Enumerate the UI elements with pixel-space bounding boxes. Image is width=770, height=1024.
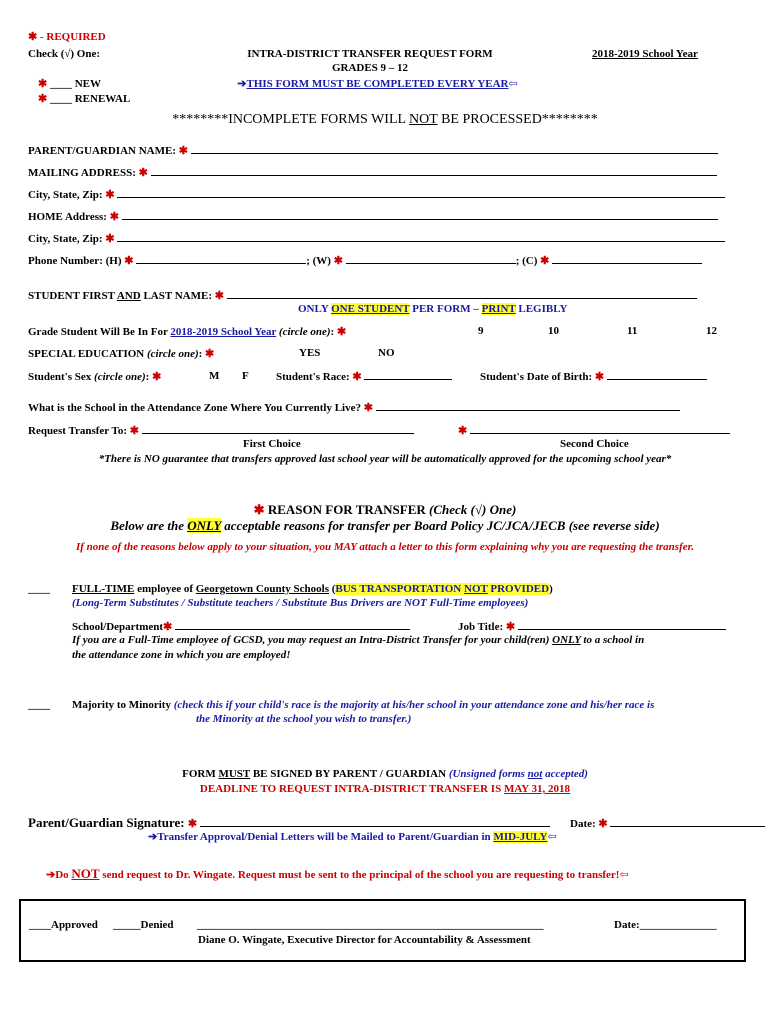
asterisk-icon: ✱ [129, 425, 139, 437]
special-ed-yes[interactable]: YES [299, 347, 321, 359]
asterisk-icon: ✱ [363, 402, 373, 414]
reason-heading: ✱ REASON FOR TRANSFER (Check (√) One) [253, 502, 517, 517]
employee-transfer-note-line2: the attendance zone in which you are employed! [72, 649, 291, 661]
one-student-notice: ONLY ONE STUDENT PER FORM – PRINT LEGIBLY [298, 303, 568, 315]
longterm-sub-note: (Long-Term Substitutes / Substitute teachers / Substitute Bus Drivers are NOT Full-Time employees) [72, 597, 529, 609]
phone-home-line[interactable] [136, 254, 306, 264]
must-be-signed-notice: FORM MUST BE SIGNED BY PARENT / GUARDIAN (Unsigned forms not accepted) [182, 768, 588, 780]
bus-transportation-badge: BUS TRANSPORTATION NOT PROVIDED [335, 583, 550, 595]
guardian-date-field[interactable]: Date: ✱ [570, 817, 765, 830]
deadline-notice: DEADLINE TO REQUEST INTRA-DISTRICT TRANSFER IS MAY 31, 2018 [199, 783, 571, 795]
asterisk-icon: ✱ [178, 145, 188, 157]
asterisk-icon: ✱ [594, 371, 605, 383]
incomplete-notice: ********INCOMPLETE FORMS WILL NOT BE PROCESSED******** [172, 112, 598, 127]
city-state-zip-field-1[interactable]: City, State, Zip: ✱ [28, 188, 725, 201]
city-state-zip-field-2[interactable]: City, State, Zip: ✱ [28, 232, 725, 245]
guarantee-note: *There is NO guarantee that transfers approved last school year will be automatically approved for the upcoming school year* [98, 453, 672, 465]
required-legend: ✱ - REQUIRED [28, 31, 106, 43]
school-year-label: 2018-2019 School Year [592, 48, 698, 60]
city-state-zip-line-1[interactable] [117, 188, 725, 198]
special-ed-no[interactable]: NO [378, 347, 395, 359]
asterisk-icon: ✱ [124, 255, 134, 267]
majority-minority-reason: Majority to Minority (check this if your child's race is the majority at his/her school in your attendance zone and his/her race is [72, 699, 655, 711]
asterisk-icon: ✱ [138, 167, 148, 179]
denied-option[interactable]: _____Denied [113, 919, 174, 931]
first-choice-label: First Choice [243, 438, 301, 450]
asterisk-icon: ✱ [163, 621, 173, 633]
arrow-right-icon: ➔ [148, 831, 158, 843]
check-one-label: Check (√) One: [28, 48, 101, 60]
grade-option-12[interactable]: 12 [706, 325, 717, 337]
mailing-address-field[interactable]: MAILING ADDRESS: ✱ [28, 166, 717, 179]
second-choice-field[interactable] [458, 424, 730, 437]
student-race-line[interactable] [364, 370, 452, 380]
asterisk-icon: ✱ [352, 371, 362, 383]
arrow-left-icon: ⇦ [619, 869, 629, 881]
arrow-right-icon: ➔ [46, 869, 56, 881]
sex-option-m[interactable]: M [209, 370, 220, 382]
asterisk-icon: ✱ [28, 31, 38, 43]
asterisk-icon: ✱ [253, 502, 265, 517]
city-state-zip-line-2[interactable] [117, 232, 725, 242]
mailing-address-line[interactable] [151, 166, 717, 176]
guardian-name-line[interactable] [191, 144, 718, 154]
request-transfer-field[interactable]: Request Transfer To: ✱ [28, 424, 414, 437]
special-education-field: SPECIAL EDUCATION (circle one): ✱ [28, 348, 215, 360]
arrow-right-icon: ➔ [237, 78, 247, 90]
student-race-field[interactable]: Student's Race: ✱ [276, 370, 452, 383]
asterisk-icon: ✱ [205, 348, 215, 360]
asterisk-icon: ✱ [105, 233, 115, 245]
attendance-zone-field[interactable]: What is the School in the Attendance Zone Where You Currently Live? ✱ [28, 401, 680, 414]
grade-option-9[interactable]: 9 [478, 325, 484, 337]
student-dob-field[interactable]: Student's Date of Birth: ✱ [480, 370, 707, 383]
attendance-zone-line[interactable] [376, 401, 680, 411]
asterisk-icon: ✱ [505, 621, 516, 633]
mailed-notice: ➔Transfer Approval/Denial Letters will be Mailed to Parent/Guardian in MID-JULY⇦ [148, 831, 557, 843]
must-complete-notice: ➔THIS FORM MUST BE COMPLETED EVERY YEAR⇦ [237, 78, 518, 90]
asterisk-icon: ✱ [38, 93, 48, 105]
second-choice-label: Second Choice [560, 438, 629, 450]
job-title-field[interactable]: Job Title: ✱ [458, 620, 726, 633]
student-name-line[interactable] [227, 289, 697, 299]
home-address-line[interactable] [122, 210, 718, 220]
office-date-field[interactable]: Date:______________ [614, 919, 717, 931]
acceptable-reasons-note: Below are the ONLY acceptable reasons for transfer per Board Policy JC/JCA/JECB (see reverse side) [110, 518, 660, 533]
asterisk-icon: ✱ [540, 255, 550, 267]
employee-transfer-note: If you are a Full-Time employee of GCSD, you may request an Intra-District Transfer for your child(ren) ONLY to a school in [72, 634, 645, 646]
guardian-name-field[interactable]: PARENT/GUARDIAN NAME: ✱ [28, 144, 718, 157]
asterisk-icon: ✱ [333, 255, 343, 267]
majority-minority-desc-line2: the Minority at the school you wish to transfer.) [196, 713, 412, 725]
second-choice-line[interactable] [470, 424, 730, 434]
arrow-left-icon: ⇦ [547, 831, 557, 843]
guardian-date-line[interactable] [610, 817, 765, 827]
job-title-line[interactable] [518, 620, 726, 630]
asterisk-icon: ✱ [105, 189, 115, 201]
approved-option[interactable]: ____Approved [29, 919, 98, 931]
guardian-signature-field[interactable]: Parent/Guardian Signature: ✱ [28, 815, 550, 831]
school-department-line[interactable] [175, 620, 410, 630]
grade-field: Grade Student Will Be In For 2018-2019 School Year (circle one): ✱ [28, 326, 347, 338]
grade-option-11[interactable]: 11 [627, 325, 638, 337]
asterisk-icon: ✱ [214, 290, 224, 302]
phone-cell-line[interactable] [552, 254, 702, 264]
student-sex-field: Student's Sex (circle one): ✱ [28, 371, 162, 383]
asterisk-icon: ✱ [109, 211, 119, 223]
arrow-left-icon: ⇦ [508, 78, 518, 90]
new-option[interactable]: ✱ ____ NEW [38, 78, 101, 90]
phone-work-line[interactable] [346, 254, 516, 264]
official-signature-line[interactable]: _______________________________________________________________ [197, 919, 544, 931]
guardian-signature-line[interactable] [200, 817, 550, 827]
do-not-send-notice: ➔Do NOT send request to Dr. Wingate. Request must be sent to the principal of the school you are requesting to transfer!⇦ [46, 866, 629, 881]
official-name: Diane O. Wingate, Executive Director for Accountability & Assessment [198, 934, 531, 946]
school-department-field[interactable]: School/Department✱ [72, 620, 410, 633]
asterisk-icon: ✱ [187, 818, 198, 830]
grade-option-10[interactable]: 10 [548, 325, 559, 337]
majority-minority-checkbox[interactable]: ____ [28, 699, 50, 711]
form-title: INTRA-DISTRICT TRANSFER REQUEST FORM [247, 48, 493, 60]
asterisk-icon: ✱ [152, 371, 162, 383]
attach-letter-note: If none of the reasons below apply to your situation, you MAY attach a letter to this form explaining why you are requesting the transfer. [75, 541, 695, 553]
fulltime-reason: FULL-TIME employee of Georgetown County Schools (BUS TRANSPORTATION NOT PROVIDED) [72, 583, 553, 595]
phone-number-field[interactable]: Phone Number: (H) ✱ ; (W) ✱ ; (C) ✱ [28, 254, 702, 267]
first-choice-line[interactable] [142, 424, 414, 434]
asterisk-icon: ✱ [336, 326, 347, 338]
asterisk-icon: ✱ [458, 425, 468, 437]
asterisk-icon: ✱ [598, 818, 608, 830]
renewal-option[interactable]: ✱ ____ RENEWAL [38, 93, 131, 105]
student-dob-line[interactable] [607, 370, 707, 380]
home-address-field[interactable]: HOME Address: ✱ [28, 210, 718, 223]
student-name-field[interactable]: STUDENT FIRST AND LAST NAME: ✱ [28, 289, 697, 302]
grades-heading: GRADES 9 – 12 [331, 62, 409, 74]
asterisk-icon: ✱ [38, 78, 48, 90]
fulltime-checkbox[interactable]: ____ [28, 583, 50, 595]
sex-option-f[interactable]: F [242, 370, 249, 382]
